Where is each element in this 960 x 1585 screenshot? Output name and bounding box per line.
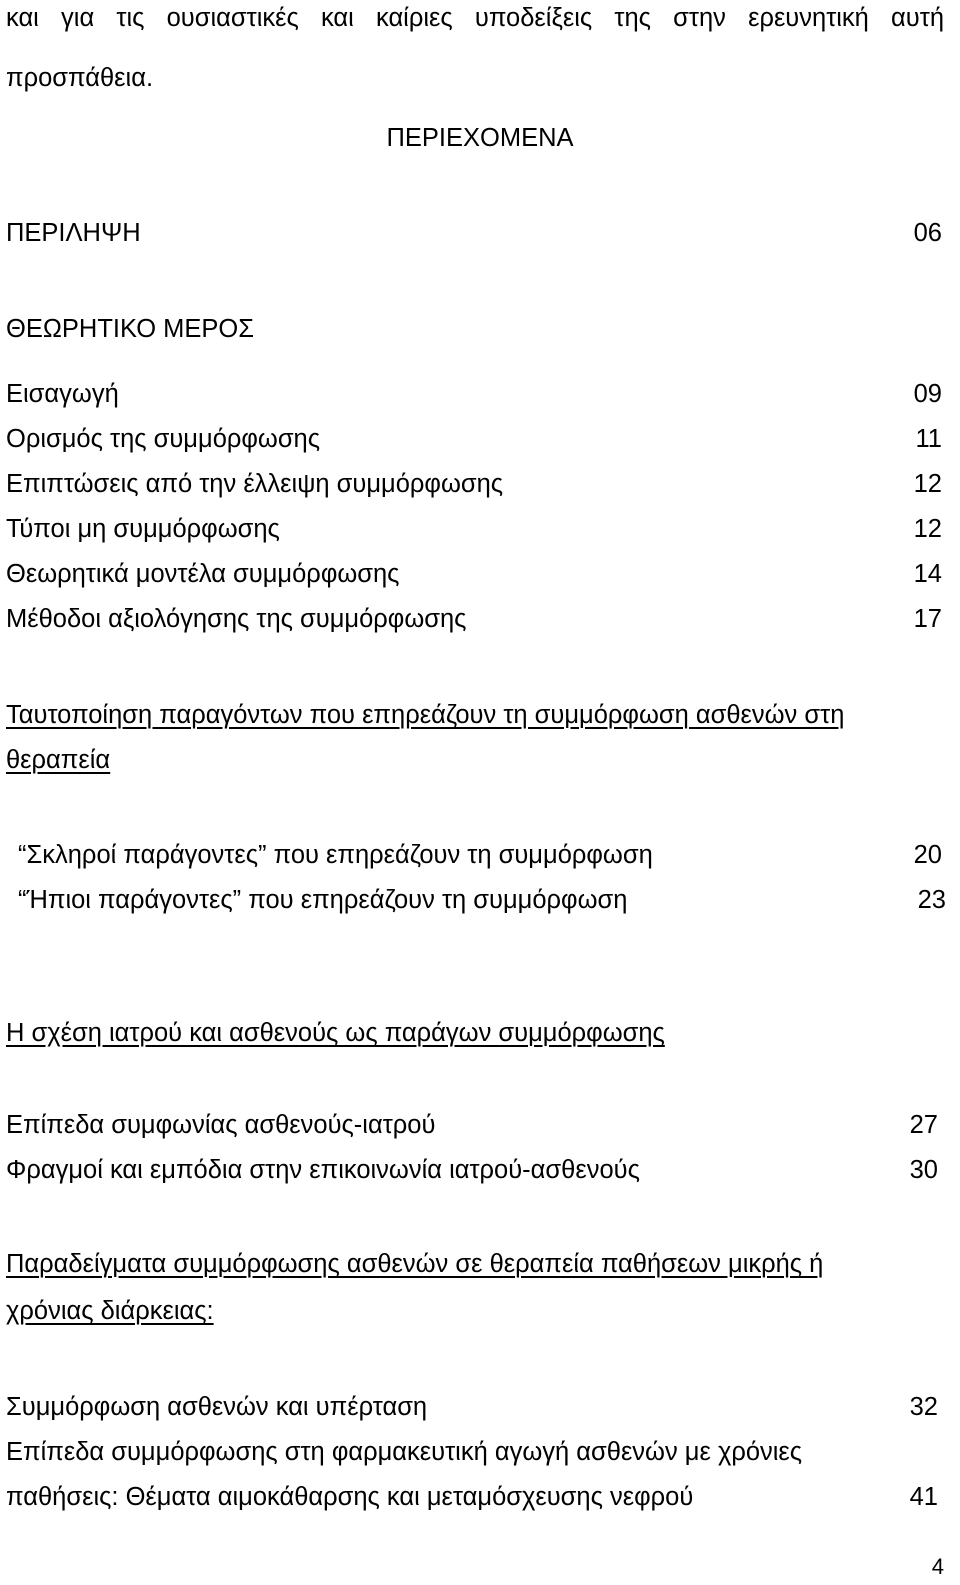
toc-item-page: 09 bbox=[913, 380, 942, 408]
toc-item-page: 12 bbox=[913, 515, 942, 543]
factors-heading-line-2: θεραπεία bbox=[6, 746, 111, 774]
toc-item-page: 27 bbox=[909, 1111, 938, 1139]
factors-heading-line-1: Ταυτοποίηση παραγόντων που επηρεάζουν τη συμμόρφωση ασθενών στη bbox=[6, 701, 845, 729]
toc-item-label: Εισαγωγή bbox=[6, 380, 119, 408]
toc-summary-page: 06 bbox=[913, 219, 942, 247]
toc-item-page: 41 bbox=[909, 1483, 938, 1511]
toc-item-page: 17 bbox=[913, 605, 942, 633]
toc-item-page: 12 bbox=[913, 470, 942, 498]
toc-item-label: Επιπτώσεις από την έλλειψη συμμόρφωσης bbox=[6, 470, 504, 498]
toc-item-label: “Ήπιοι παράγοντες” που επηρεάζουν τη συμμόρφωση bbox=[18, 886, 628, 914]
toc-item-label: Τύποι μη συμμόρφωσης bbox=[6, 515, 280, 543]
toc-item-label: παθήσεις: Θέματα αιμοκάθαρσης και μεταμόσχευσης νεφρού bbox=[6, 1483, 694, 1511]
toc-title: ΠΕΡΙΕΧΟΜΕΝΑ bbox=[386, 124, 574, 152]
page-number: 4 bbox=[931, 1554, 944, 1579]
examples-heading-line-2: χρόνιας διάρκειας: bbox=[6, 1297, 214, 1325]
toc-item-page: 11 bbox=[915, 425, 942, 453]
toc-item-label: Φραγμοί και εμπόδια στην επικοινωνία ιατρού-ασθενούς bbox=[6, 1156, 640, 1184]
toc-item-page: 23 bbox=[917, 886, 946, 914]
toc-item-page: 30 bbox=[909, 1156, 938, 1184]
toc-item-page: 20 bbox=[913, 841, 942, 869]
toc-item-page: 14 bbox=[913, 560, 942, 588]
theory-heading: ΘΕΩΡΗΤΙΚΟ ΜΕΡΟΣ bbox=[6, 315, 254, 343]
toc-item-label: Επίπεδα συμφωνίας ασθενούς-ιατρού bbox=[6, 1111, 436, 1139]
toc-summary-label: ΠΕΡΙΛΗΨΗ bbox=[6, 219, 141, 247]
examples-heading-line-1: Παραδείγματα συμμόρφωσης ασθενών σε θεραπεία παθήσεων μικρής ή bbox=[6, 1250, 824, 1278]
intro-line-1: και για τις ουσιαστικές και καίριες υποδείξεις της στην ερευνητική αυτή bbox=[6, 4, 944, 32]
toc-item-label: Επίπεδα συμμόρφωσης στη φαρμακευτική αγωγή ασθενών με χρόνιες bbox=[6, 1438, 803, 1466]
toc-item-label: “Σκληροί παράγοντες” που επηρεάζουν τη συμμόρφωση bbox=[18, 841, 653, 869]
toc-item-label: Συμμόρφωση ασθενών και υπέρταση bbox=[6, 1393, 428, 1421]
toc-item-label: Μέθοδοι αξιολόγησης της συμμόρφωσης bbox=[6, 605, 467, 633]
toc-item-page: 32 bbox=[909, 1393, 938, 1421]
toc-item-label: Ορισμός της συμμόρφωσης bbox=[6, 425, 321, 453]
relation-heading: Η σχέση ιατρού και ασθενούς ως παράγων συμμόρφωσης bbox=[6, 1019, 665, 1047]
toc-item-label: Θεωρητικά μοντέλα συμμόρφωσης bbox=[6, 560, 400, 588]
intro-line-2: προσπάθεια. bbox=[6, 64, 154, 92]
